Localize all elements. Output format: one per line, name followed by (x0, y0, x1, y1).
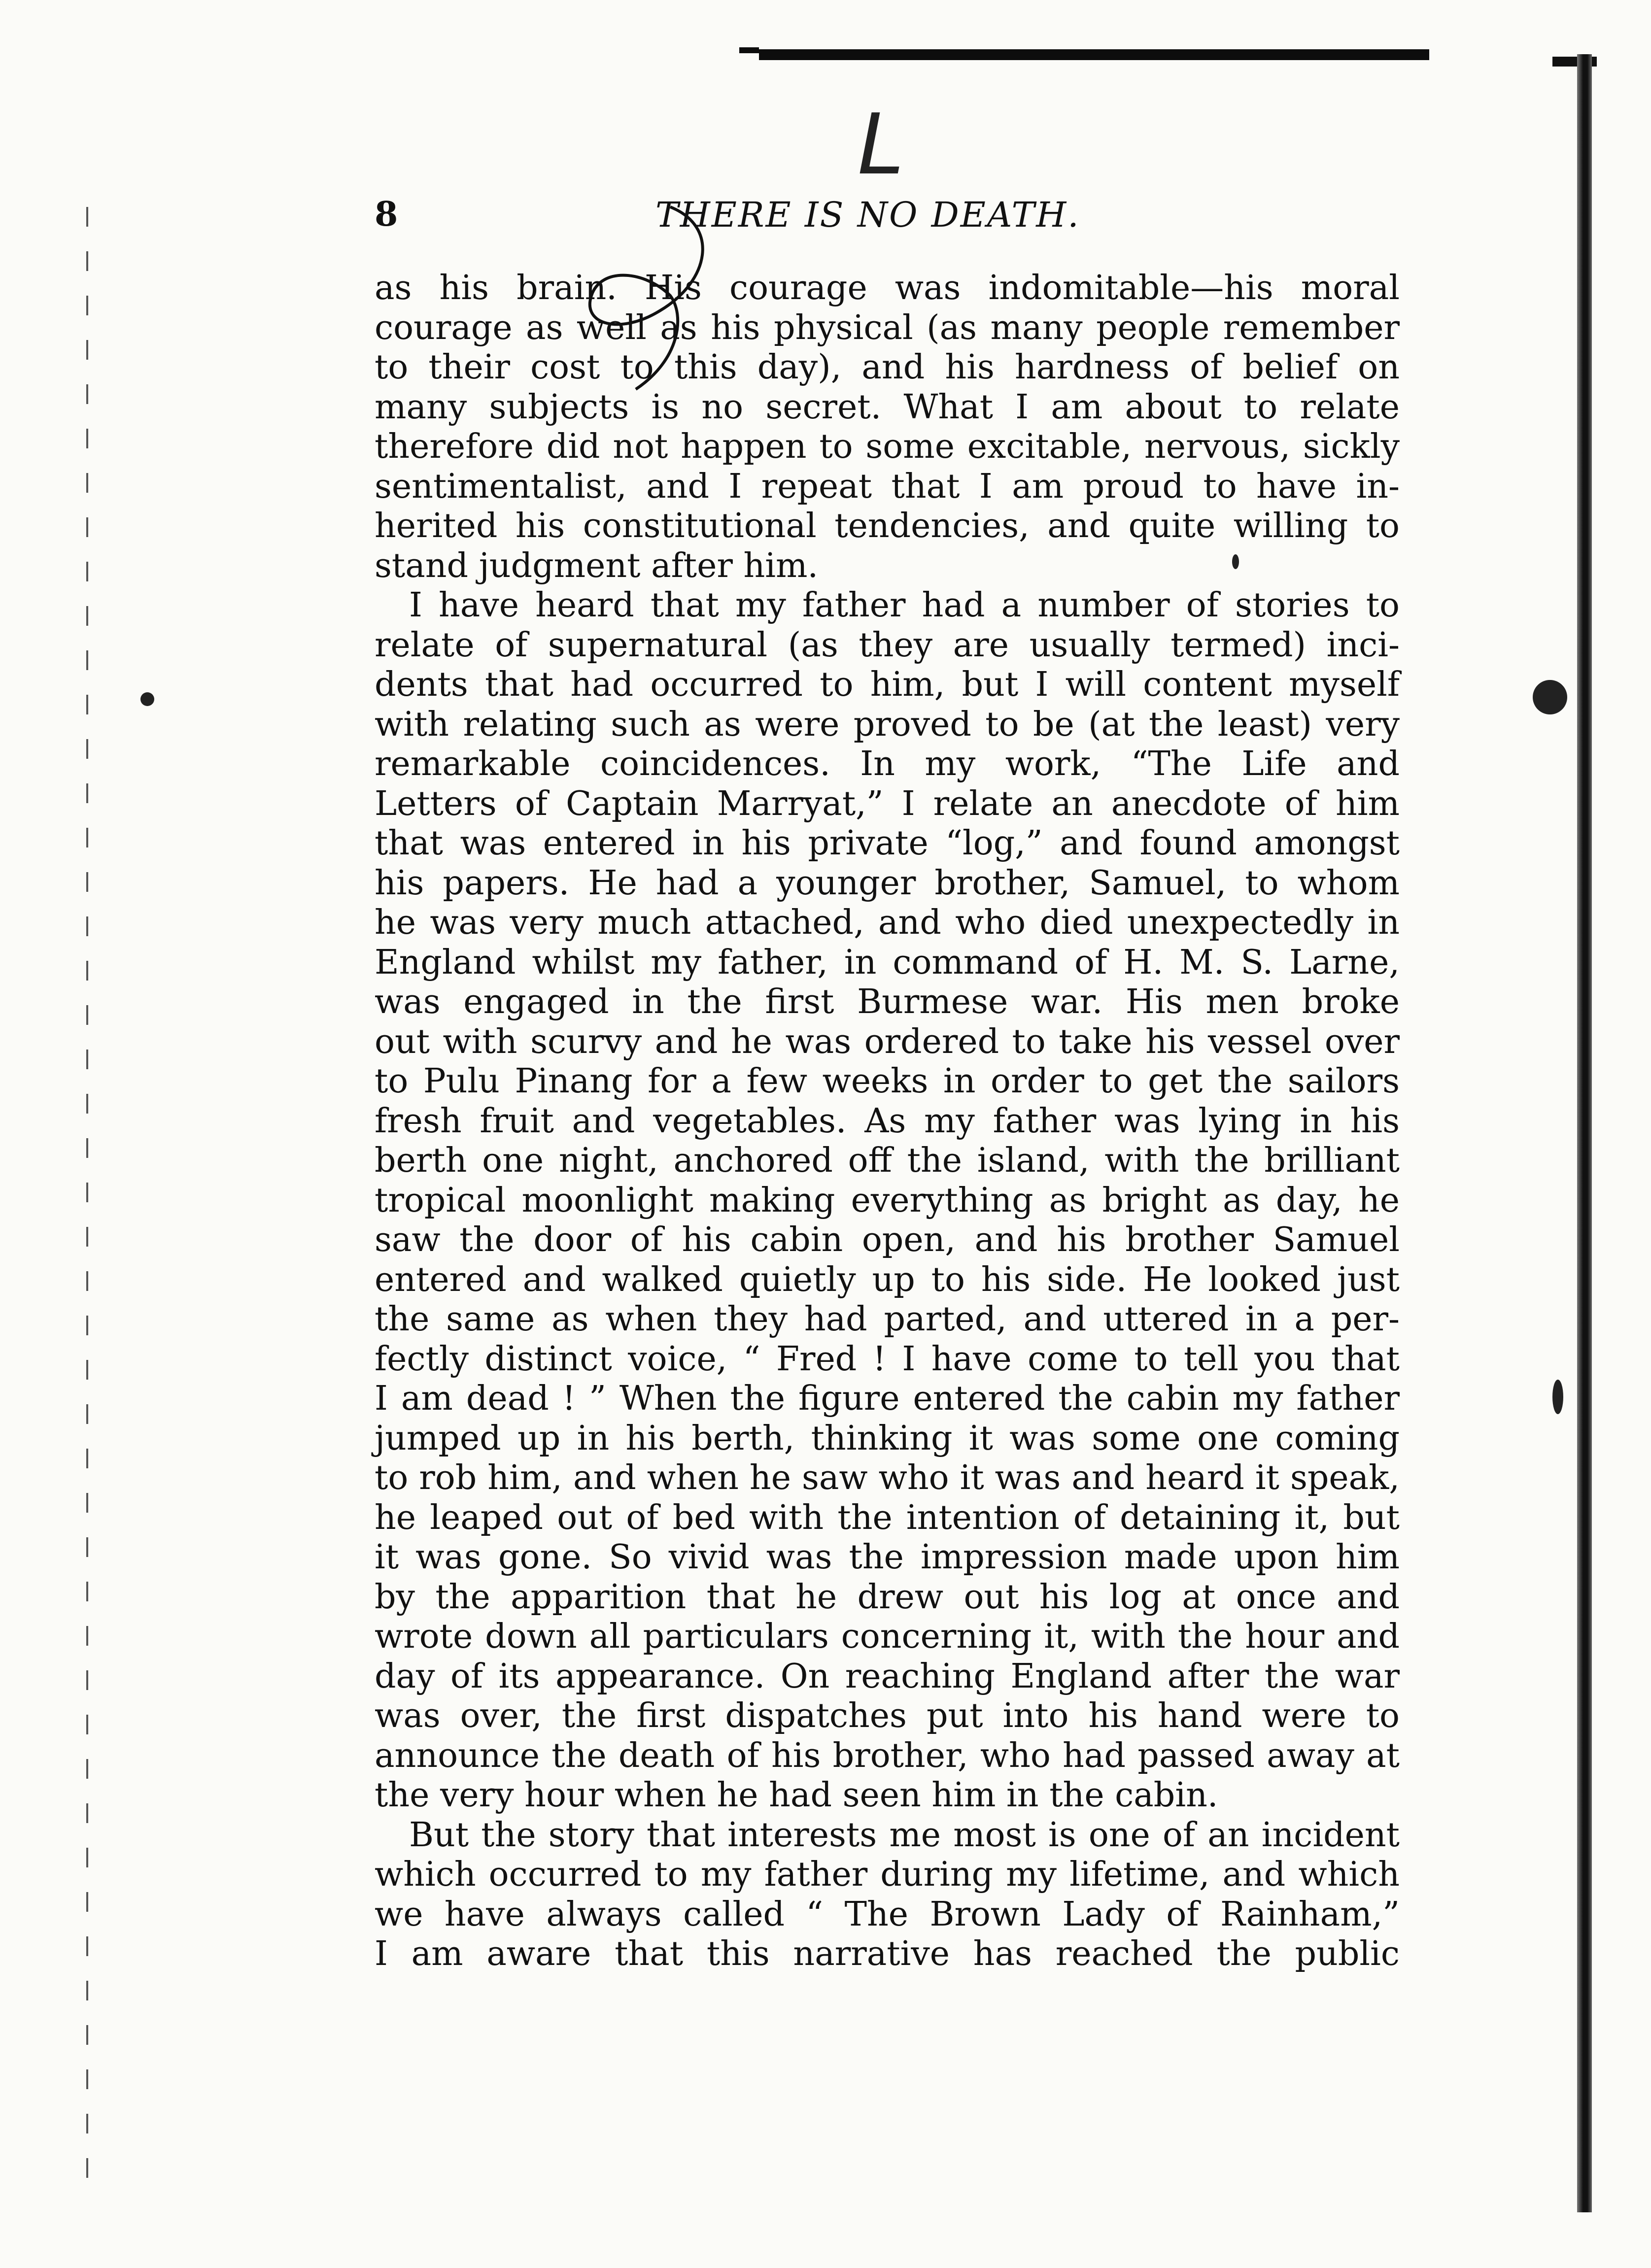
text-line: berth one night, anchored off the island, with the brilliant (375, 1141, 1400, 1180)
text-line: the same as when they had parted, and uttered in a per- (375, 1300, 1400, 1339)
text-line: But the story that interests me most is one of an incident (409, 1815, 1400, 1855)
text-line: herited his constitutional tendencies, and quite willing to (375, 507, 1400, 545)
top-rule-mark (739, 47, 759, 53)
text-line: his papers. He had a younger brother, Samuel, to whom (375, 863, 1400, 903)
text-line: therefore did not happen to some excitable, nervous, sickly (375, 427, 1400, 466)
text-line: I have heard that my father had a number of stories to (409, 586, 1400, 625)
left-page-edge (86, 207, 88, 2178)
page-number: 8 (375, 195, 398, 234)
text-line: to Pulu Pinang for a few weeks in order to get the sailors (375, 1062, 1400, 1101)
text-line: jumped up in his berth, thinking it was some one coming (375, 1419, 1400, 1458)
specks (1232, 554, 1239, 569)
text-line: I am aware that this narrative has reached the public (375, 1934, 1400, 1973)
running-head: THERE IS NO DEATH. (655, 195, 1080, 235)
text-line: day of its appearance. On reaching England after the war (375, 1657, 1400, 1696)
specks (140, 692, 154, 706)
text-line: sentimentalist, and I repeat that I am proud to have in- (375, 467, 1400, 506)
text-line: as his brain. His courage was indomitable—his moral (375, 269, 1400, 307)
text-line: Letters of Captain Marryat,” I relate an anecdote of him (375, 784, 1400, 823)
text-line: that was entered in his private “log,” and found amongst (375, 824, 1400, 863)
text-line: stand judgment after him. (375, 546, 819, 585)
text-line: relate of supernatural (as they are usually termed) inci- (375, 625, 1400, 665)
text-line: with relating such as were proved to be (at the least) very (375, 705, 1400, 744)
text-line: we have always called “ The Brown Lady of Rainham,” (375, 1895, 1400, 1934)
binding-edge (1577, 54, 1592, 2212)
text-line: tropical moonlight making everything as bright as day, he (375, 1181, 1400, 1220)
specks (1552, 1380, 1563, 1414)
text-line: was engaged in the first Burmese war. His men broke (375, 982, 1400, 1021)
text-line: the very hour when he had seen him in the cabin. (375, 1776, 1218, 1815)
text-line: I am dead ! ” When the figure entered the cabin my father (375, 1379, 1400, 1418)
text-line: entered and walked quietly up to his side. He looked just (375, 1260, 1400, 1299)
body-text (375, 269, 1400, 1974)
handwritten-mark: L (858, 96, 904, 194)
text-line: fresh fruit and vegetables. As my father was lying in his (375, 1101, 1400, 1141)
text-line: many subjects is no secret. What I am about to relate (375, 387, 1400, 427)
text-line: he leaped out of bed with the intention of detaining it, but (375, 1498, 1400, 1537)
text-line: he was very much attached, and who died unexpectedly in (375, 903, 1400, 942)
text-line: out with scurvy and he was ordered to take his vessel over (375, 1022, 1400, 1061)
text-line: was over, the first dispatches put into his hand were to (375, 1696, 1400, 1735)
specks (1533, 680, 1567, 714)
text-line: it was gone. So vivid was the impression made upon him (375, 1538, 1400, 1577)
text-line: saw the door of his cabin open, and his brother Samuel (375, 1220, 1400, 1259)
text-line: to their cost to this day), and his hardness of belief on (375, 348, 1400, 387)
text-line: dents that had occurred to him, but I will content myself (375, 665, 1400, 704)
text-line: announce the death of his brother, who had passed away at (375, 1736, 1400, 1775)
text-line: wrote down all particulars concerning it, with the hour and (375, 1617, 1400, 1656)
text-line: courage as well as his physical (as many people remember (375, 308, 1400, 347)
text-line: fectly distinct voice, “ Fred ! I have come to tell you that (375, 1339, 1400, 1379)
top-rule (759, 49, 1429, 60)
text-line: to rob him, and when he saw who it was and heard it speak, (375, 1458, 1400, 1497)
text-line: England whilst my father, in command of H. M. S. Larne, (375, 943, 1400, 982)
text-line: which occurred to my father during my lifetime, and which (375, 1855, 1400, 1894)
text-line: by the apparition that he drew out his log at once and (375, 1577, 1400, 1617)
text-line: remarkable coincidences. In my work, “The Life and (375, 745, 1400, 783)
